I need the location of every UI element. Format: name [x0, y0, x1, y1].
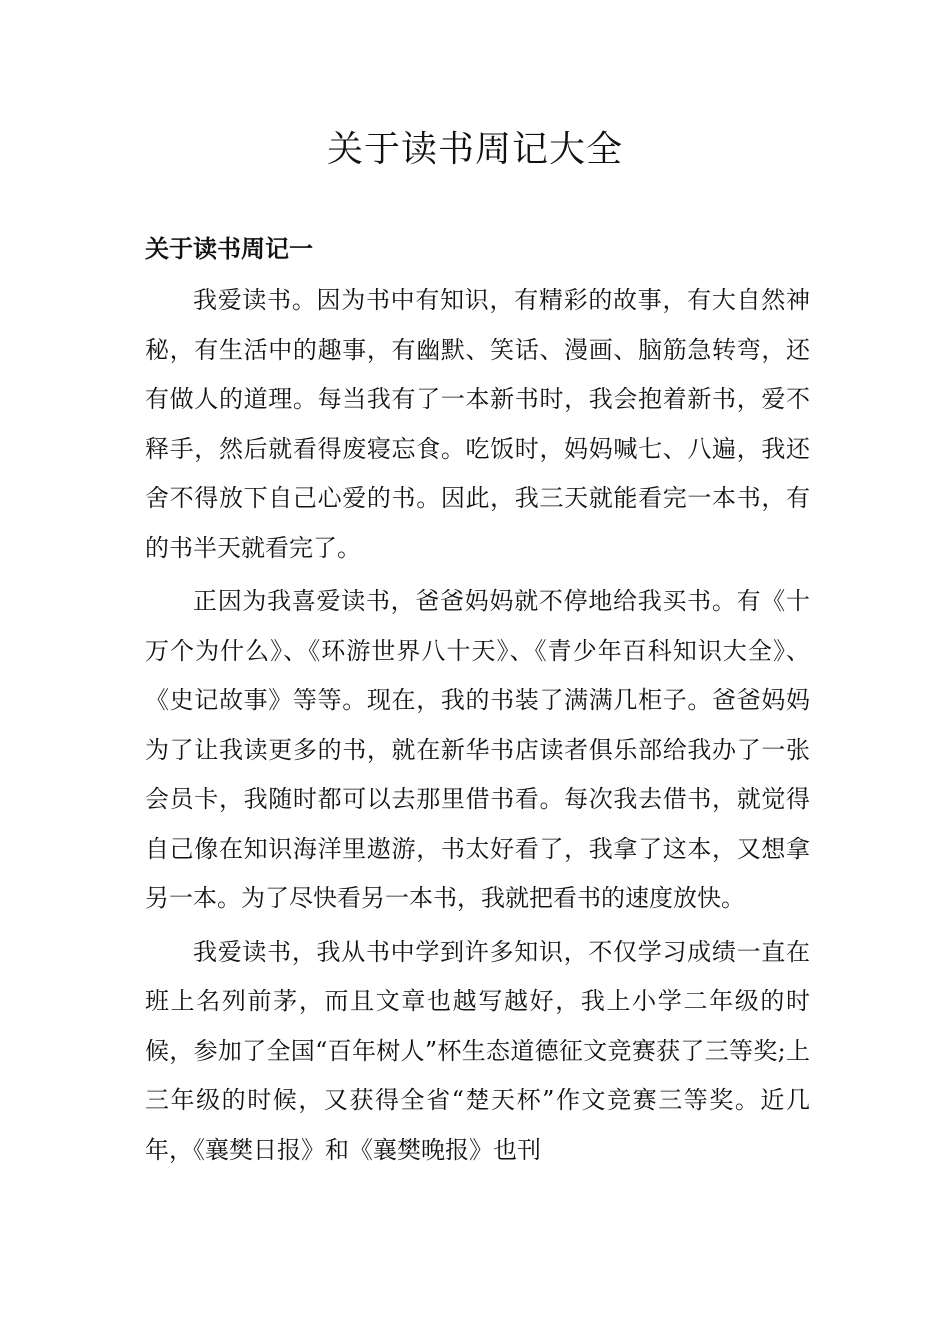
paragraph-1: 我爱读书。因为书中有知识，有精彩的故事，有大自然神秘，有生活中的趣事，有幽默、笑话、漫画、脑筋急转弯，还有做人的道理。每当我有了一本新书时，我会抱着新书，爱不释手，然后就看得废寝忘食。吃饭时，妈妈喊七、八遍，我还舍不得放下自己心爱的书。因此，我三天就能看完一本书，有的书半天就看完了。	[145, 286, 810, 562]
paragraph-2: 正因为我喜爱读书，爸爸妈妈就不停地给我买书。有《十万个为什么》、《环游世界八十天》、《青少年百科知识大全》、《史记故事》等等。现在，我的书装了满满几柜子。爸爸妈妈为了让我读更多的书，就在新华书店读者俱乐部给我办了一张会员卡，我随时都可以去那里借书看。每次我去借书，就觉得自己像在知识海洋里遨游，书太好看了，我拿了这本，又想拿另一本。为了尽快看另一本书，我就把看书的速度放快。	[145, 587, 810, 912]
document-body	[145, 276, 810, 1179]
paragraph-3: 我爱读书，我从书中学到许多知识，不仅学习成绩一直在班上名列前茅，而且文章也越写越好，我上小学二年级的时候，参加了全国“百年树人”杯生态道德征文竞赛获了三等奖;上三年级的时候，又获得全省“楚天杯”作文竞赛三等奖。近几年，《襄樊日报》和《襄樊晚报》也刊	[145, 937, 810, 1164]
section-heading: 关于读书周记一	[145, 234, 313, 263]
document-title: 关于读书周记大全	[326, 129, 623, 170]
